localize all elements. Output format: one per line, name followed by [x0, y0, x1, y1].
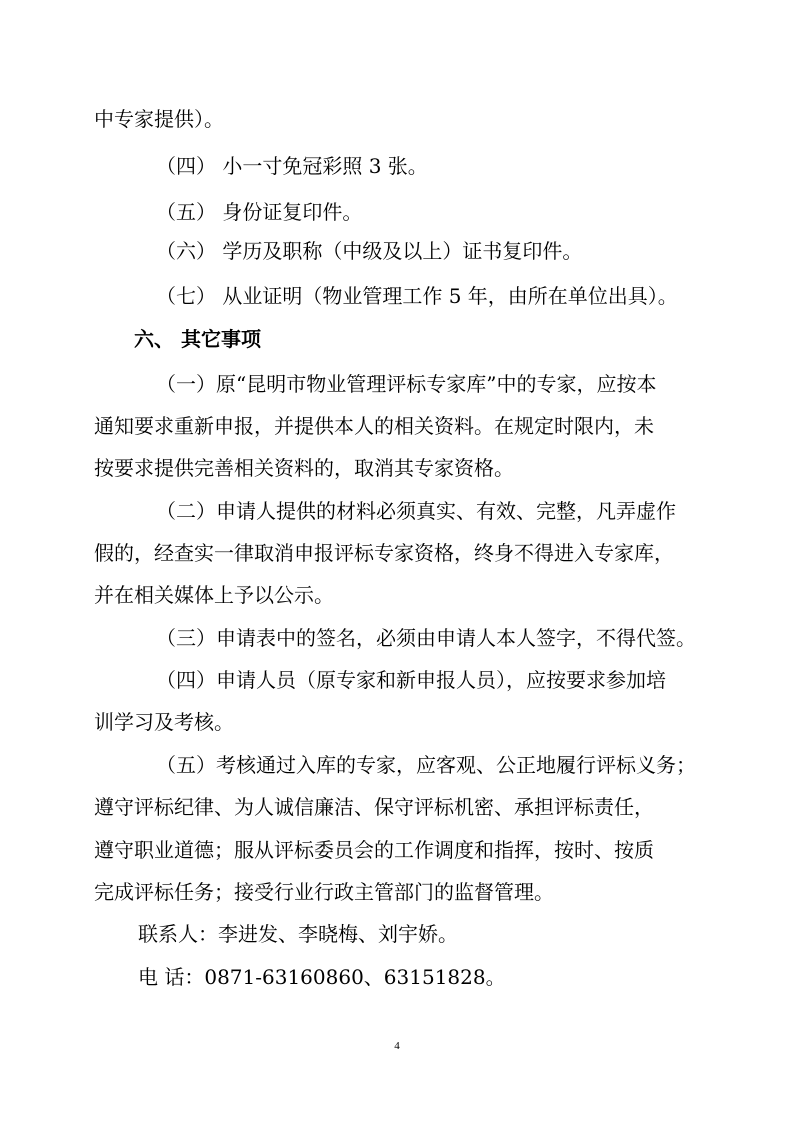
contact-person: 联系人：李进发、李晓梅、刘宇娇。 — [138, 922, 458, 946]
paragraph-line: （三）申请表中的签名，必须由申请人本人签字，不得代签。 — [156, 626, 696, 650]
list-item: （六） 学历及职称（中级及以上）证书复印件。 — [156, 239, 583, 263]
paragraph-line: 训学习及考核。 — [94, 710, 234, 734]
paragraph-line: 遵守评标纪律、为人诚信廉洁、保守评标机密、承担评标责任， — [94, 795, 654, 819]
paragraph-line: （一）原“昆明市物业管理评标专家库”中的专家，应按本 — [156, 372, 657, 396]
paragraph-line: 遵守职业道德；服从评标委员会的工作调度和指挥，按时、按质 — [94, 838, 654, 862]
contact-phone: 电 话：0871-63160860、63151828。 — [138, 965, 506, 989]
paragraph-line: （二）申请人提供的材料必须真实、有效、完整，凡弄虚作 — [156, 499, 676, 523]
paragraph-line: 通知要求重新申报，并提供本人的相关资料。在规定时限内，未 — [94, 414, 654, 438]
paragraph-line: 完成评标任务；接受行业行政主管部门的监督管理。 — [94, 880, 554, 904]
page-number: 4 — [394, 1040, 400, 1052]
paragraph-line: 并在相关媒体上予以公示。 — [94, 583, 334, 607]
list-item: （七） 从业证明（物业管理工作 5 年，由所在单位出具）。 — [156, 284, 678, 308]
text-line: 中专家提供）。 — [94, 107, 224, 131]
paragraph-line: （五）考核通过入库的专家，应客观、公正地履行评标义务； — [156, 753, 696, 777]
list-item: （五） 身份证复印件。 — [156, 200, 363, 224]
section-heading: 六、 其它事项 — [134, 327, 261, 351]
paragraph-line: （四）申请人员（原专家和新申报人员），应按要求参加培 — [156, 668, 666, 692]
list-item: （四） 小一寸免冠彩照 3 张。 — [156, 154, 428, 178]
paragraph-line: 假的，经查实一律取消申报评标专家资格，终身不得进入专家库， — [94, 541, 674, 565]
paragraph-line: 按要求提供完善相关资料的，取消其专家资格。 — [94, 456, 514, 480]
